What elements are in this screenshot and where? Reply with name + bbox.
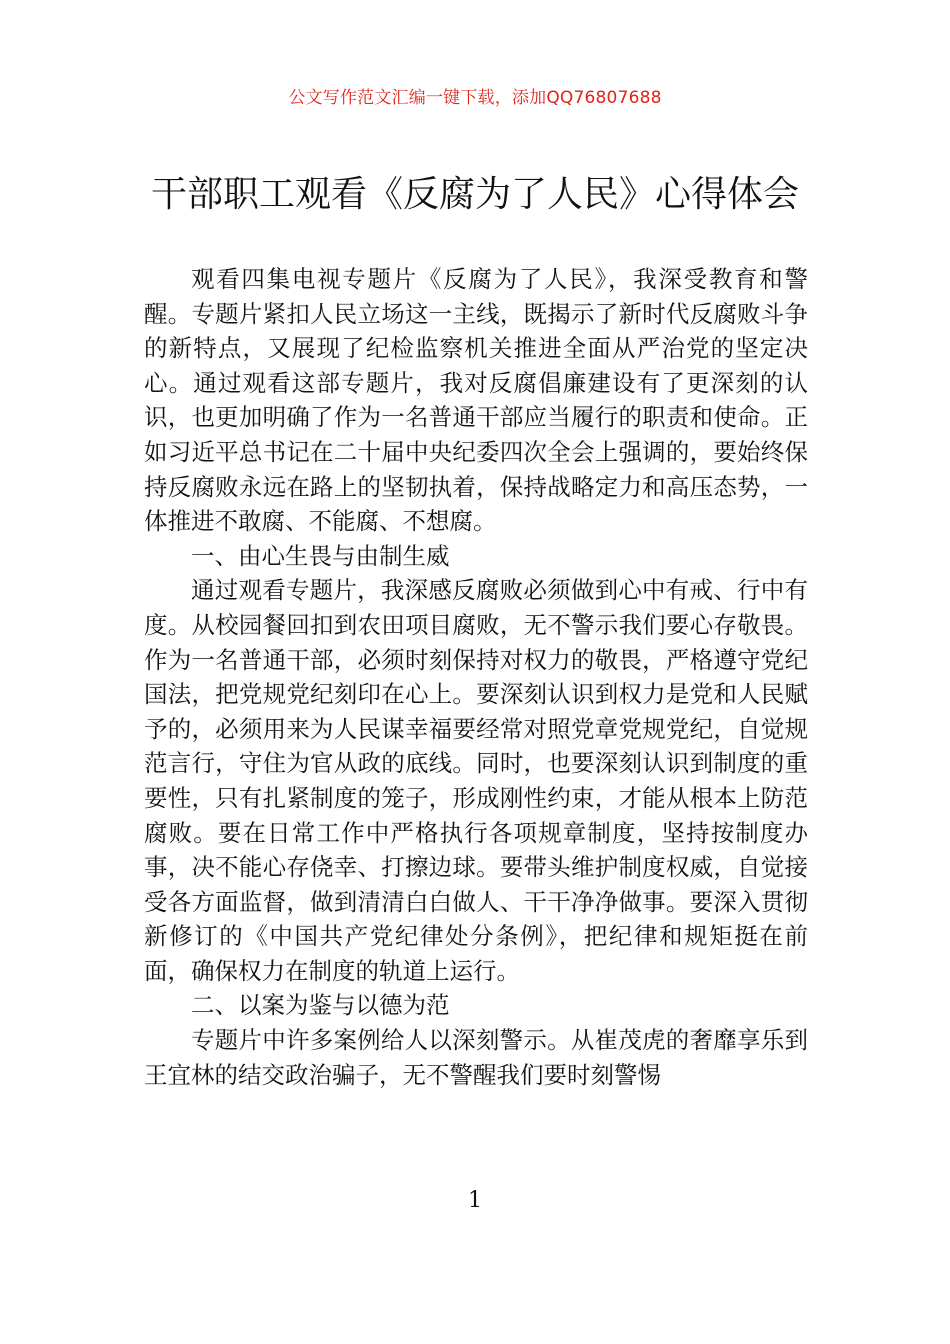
- body-paragraph-section-2: 专题片中许多案例给人以深刻警示。从崔茂虎的奢靡享乐到王宜林的结交政治骗子，无不警醒我们要时刻警惕: [144, 1026, 808, 1089]
- page-number: 1: [468, 1188, 482, 1213]
- body-paragraph-intro: 观看四集电视专题片《反腐为了人民》，我深受教育和警醒。专题片紧扣人民立场这一主线，既揭示了新时代反腐败斗争的新特点，又展现了纪检监察机关推进全面从严治党的坚定决心。通过观看这部专题片，我对反腐倡廉建设有了更深刻的认识，也更加明确了作为一名普通干部应当履行的职责和使命。正如习近平总书记在二十届中央纪委四次全会上强调的，要始终保持反腐败永远在路上的坚韧执着，保持战略定力和高压态势，一体推进不敢腐、不能腐、不想腐。: [144, 265, 808, 536]
- section-heading-2: 二、以案为鉴与以德为范: [191, 991, 450, 1020]
- body-paragraph-section-1: 通过观看专题片，我深感反腐败必须做到心中有戒、行中有度。从校园餐回扣到农田项目腐败，无不警示我们要心存敬畏。作为一名普通干部，必须时刻保持对权力的敬畏，严格遵守党纪国法，把党规党纪刻印在心上。要深刻认识到权力是党和人民赋予的，必须用来为人民谋幸福要经常对照党章党规党纪，自觉规范言行，守住为官从政的底线。同时，也要深刻认识到制度的重要性，只有扎紧制度的笼子，形成刚性约束，才能从根本上防范腐败。要在日常工作中严格执行各项规章制度，坚持按制度办事，决不能心存侥幸、打擦边球。要带头维护制度权威，自觉接受各方面监督，做到清清白白做人、干干净净做事。要深入贯彻新修订的《中国共产党纪律处分条例》，把纪律和规矩挺在前面，确保权力在制度的轨道上运行。: [144, 576, 808, 985]
- header-download-note: 公文写作范文汇编一键下载，添加QQ76807688: [288, 88, 662, 108]
- document-body: [144, 262, 808, 1092]
- section-heading-1: 一、由心生畏与由制生威: [191, 541, 450, 570]
- document-title: 干部职工观看《反腐为了人民》心得体会: [150, 174, 799, 215]
